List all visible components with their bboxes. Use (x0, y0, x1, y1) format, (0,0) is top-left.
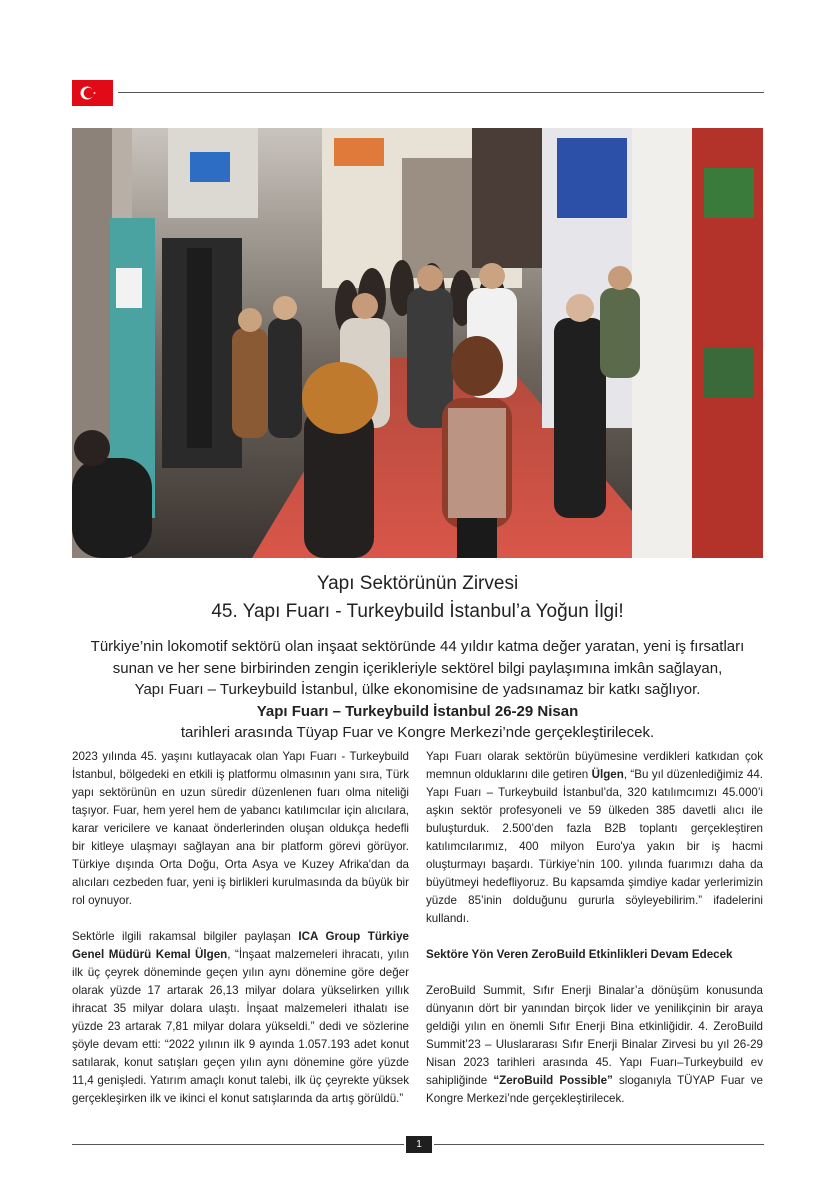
intro-line-5: tarihleri arasında Tüyap Fuar ve Kongre Merkezi’nde gerçekleştirilecek. (180, 724, 655, 742)
left-paragraph-1: 2023 yılında 45. yaşını kutlayacak olan Yapı Fuarı - Turkeybuild İstanbul, bölgedeki en etkili iş platformu olmasının yanı sıra, Türk yapı sektörünün en uzun süredir düzenlenen fuarı olma niteliği taşıyor. Fuar, hem yerel hem de yabancı katılımcılar için alıcılara, karar vericilere ve kanaat önderlerinden oluşan oldukça hedefli bir kitleye ulaşmayı sağlayan ana bir platform görevi görüyor. Türkiye dışında Orta Doğu, Orta Asya ve Kuzey Afrika'dan da alıcıları cezbeden fuar, yeni iş birlikleri kurulmasında da büyük bir rol oynuyor. (72, 750, 409, 907)
footer-rule-left (72, 1144, 404, 1145)
article-heading (72, 570, 763, 626)
right-p2-tail: sloganıyla TÜYAP Fuar ve Kongre Merkezi’nde gerçekleştirilecek. (426, 1074, 763, 1105)
turkish-flag-icon (72, 80, 113, 106)
exhibition-crowd-photo (72, 128, 763, 558)
section-subheading: Sektöre Yön Veren ZeroBuild Etkinlikleri Devam Edecek (426, 948, 733, 961)
intro-line-1: Türkiye’nin lokomotif sektörü olan inşaat sektöründe 44 yıldır katma değer yaratan, yeni iş fırsatları (90, 638, 745, 655)
left-p2-text: Sektörle ilgili rakamsal bilgiler paylaşan (72, 930, 299, 943)
heading-line-1: Yapı Sektörünün Zirvesi (316, 573, 519, 594)
left-p2-tail: , “İnşaat malzemeleri ihracatı, yılın ilk üç çeyrek döneminde geçen yılın aynı dönemine göre değer olarak yüzde 17 artarak 26,13 milyar dolara yükselirken yıllık ihracat 35 milyar dolara ulaştı. İnşaat malzemeleri ithalatı ise yüzde 23 artarak 7,81 milyar dolara yükseldi.” dedi ve sözlerine şöyle devam etti: “2022 yılının ilk 9 ayında 1.057.193 adet konut satılarak, konut satışları geçen yılın aynı dönemine göre yüzde 11,4 genişledi. Yatırım amaçlı konut talebi, ilk üç çeyrekte yüksek gerçekleşirken ilk ve ikinci el konut satışlarında da artış görüldü.” (72, 948, 409, 1105)
right-p1-text: Yapı Fuarı olarak sektörün büyümesine verdikleri katkıdan çok memnun olduklarını dile getiren (426, 750, 763, 781)
right-p1-bold: Ülgen (591, 768, 624, 781)
right-paragraph-1 (426, 748, 763, 928)
right-p2-text: ZeroBuild Summit, Sıfır Enerji Binalar’a dönüşüm konusunda dünyanın dört bir yanından birçok lider ve yenilikçinin bir araya geldiği yılın en önemli Sıfır Enerji Bina etkinliğidir. 4. ZeroBuild Summit’23 – Uluslararası Sıfır Enerji Binalar Zirvesi bu yıl 26-29 Nisan 2023 tarihleri arasında 45. Yapı Fuarı–Turkeybuild ev sahipliğinde (426, 984, 763, 1087)
heading-line-2: 45. Yapı Fuarı - Turkeybuild İstanbul’a Yoğun İlgi! (211, 601, 624, 622)
article-intro (72, 636, 763, 744)
right-p2-bold: “ZeroBuild Possible” (493, 1074, 613, 1087)
footer-rule-right (434, 1144, 764, 1145)
intro-bold-line: Yapı Fuarı – Turkeybuild İstanbul 26-29 Nisan (256, 702, 579, 720)
left-p2-bold: ICA Group Türkiye Genel Müdürü Kemal Ülgen (72, 930, 409, 961)
right-p1-tail: , “Bu yıl düzenlediğimiz 44. Yapı Fuarı – Turkeybuild İstanbul’da, 320 katılımcımızı 45.000’i aşkın sektör profesyoneli ve 59 ülkeden 385 davetli alıcı ile buluşturduk. 2.500’den fazla B2B toplantı gerçekleştiren katılımcılarımız, 400 milyon Euro'ya yakın bir iş hacmi oluşturmayı başardı. Türkiye’nin 100. yılında fuarımızı daha da büyütmeyi hedefliyoruz. Bu kapsamda şimdiye kadar yerlerimizin yüzde 85’inin dolduğunu gururla söyleyebilirim.” ifadelerini kullandı. (426, 768, 763, 925)
left-paragraph-2 (72, 928, 409, 1108)
right-column (426, 748, 763, 1126)
intro-line-3: Yapı Fuarı – Turkeybuild İstanbul, ülke ekonomisine de yadsınamaz bir katkı sağlıyor. (134, 681, 701, 699)
left-column (72, 748, 409, 1126)
page-number: 1 (406, 1136, 432, 1153)
header-rule (118, 92, 764, 93)
right-paragraph-2 (426, 982, 763, 1108)
intro-line-2: sunan ve her sene birbirinden zengin içerikleriyle sektörel bilgi paylaşımına imkân sağlayan, (112, 659, 723, 677)
